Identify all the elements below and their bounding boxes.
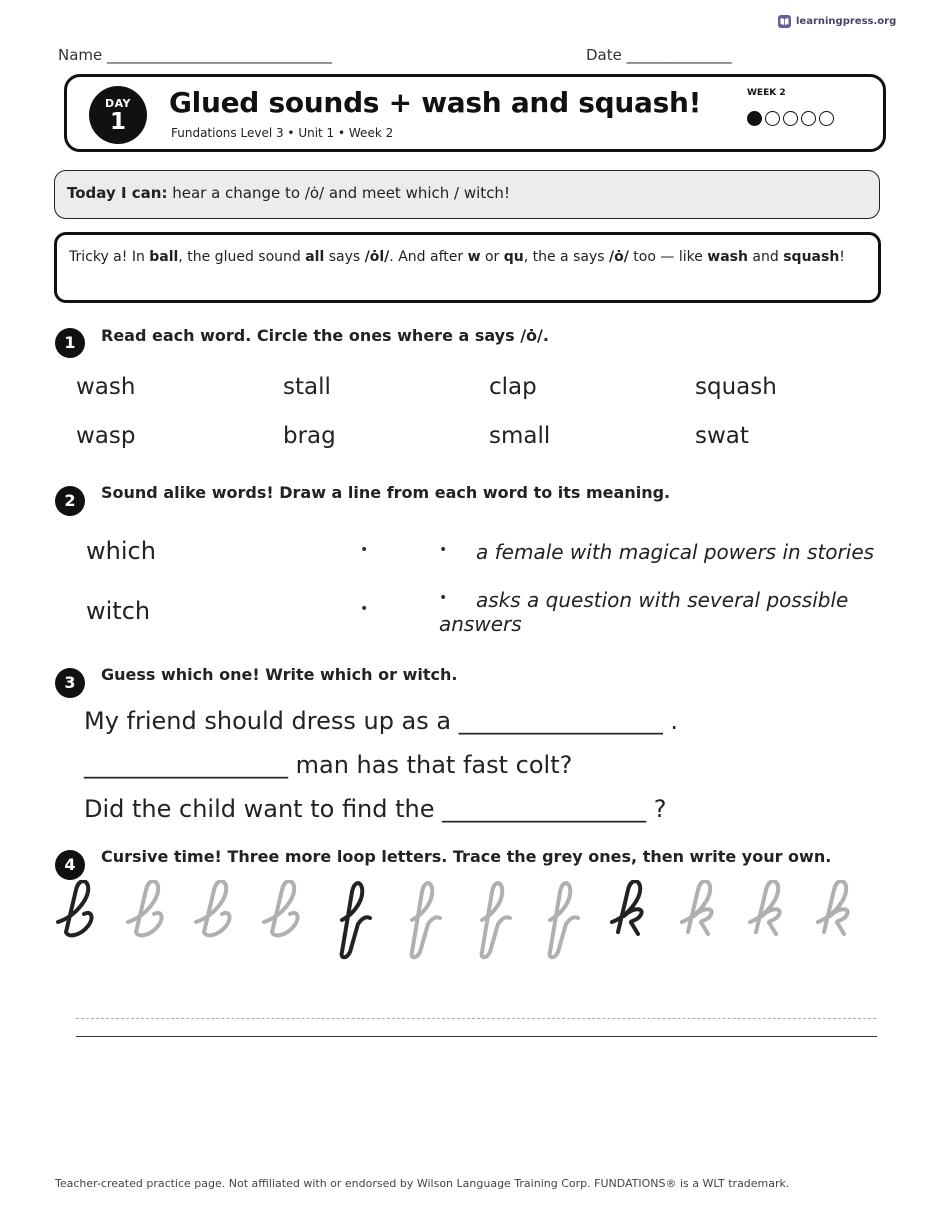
- cursive-b-trace[interactable]: [264, 881, 297, 935]
- week-dot-empty: [819, 111, 834, 126]
- book-icon: [778, 15, 791, 28]
- footer-disclaimer: Teacher-created practice page. Not affiliated with or endorsed by Wilson Language Training Corp. FUNDATIONS® is a WLT trademark.: [55, 1177, 790, 1190]
- note-bold: /ȯ/: [609, 249, 629, 265]
- note-text: or: [480, 249, 504, 265]
- week-dot-empty: [783, 111, 798, 126]
- week-label: WEEK 2: [747, 88, 786, 98]
- note-bold: wash: [707, 249, 748, 265]
- cursive-k-trace[interactable]: [750, 881, 780, 934]
- note-bold: ball: [149, 249, 179, 265]
- cursive-k-trace[interactable]: [682, 881, 712, 934]
- note-text: , the a says: [523, 249, 609, 265]
- cursive-f-model: [342, 883, 370, 957]
- note-bold: all: [305, 249, 325, 265]
- week-dot-empty: [801, 111, 816, 126]
- cursive-f-trace[interactable]: [482, 883, 510, 957]
- meaning-witch: a female with magical powers in stories: [476, 540, 875, 564]
- cursive-k-model: [612, 881, 642, 934]
- match-dot-right[interactable]: •: [439, 590, 448, 606]
- note-text: . And after: [389, 249, 468, 265]
- word-stall[interactable]: stall: [283, 374, 331, 400]
- week-dot-filled: [747, 111, 762, 126]
- today-lead: Today I can:: [67, 184, 168, 202]
- date-line[interactable]: Date ______________: [586, 46, 732, 64]
- day-label: DAY: [104, 97, 132, 110]
- section-number-3: 3: [55, 668, 85, 698]
- cursive-f-trace[interactable]: [550, 883, 578, 957]
- word-wash[interactable]: wash: [76, 374, 136, 400]
- cursive-b-trace[interactable]: [128, 881, 161, 935]
- word-brag[interactable]: brag: [283, 423, 336, 449]
- note-text: says: [324, 249, 365, 265]
- word-squash[interactable]: squash: [695, 374, 777, 400]
- sentence-1[interactable]: My friend should dress up as a _________________ .: [84, 707, 678, 735]
- word-wasp[interactable]: wasp: [76, 423, 136, 449]
- match-dot-left[interactable]: •: [360, 601, 369, 617]
- today-text: hear a change to /ȯ/ and meet which / witch!: [167, 184, 510, 202]
- match-word-witch: witch: [86, 597, 151, 625]
- note-text: and: [747, 249, 784, 265]
- sentence-2[interactable]: _________________ man has that fast colt?: [84, 751, 573, 779]
- today-i-can-box: [54, 170, 880, 219]
- page-title: Glued sounds + wash and squash!: [169, 86, 702, 119]
- day-badge: [89, 86, 147, 144]
- note-bold: /ȯl/: [364, 249, 390, 265]
- tricky-a-note: [54, 232, 881, 303]
- note-bold: squash: [783, 249, 840, 265]
- match-dot-right[interactable]: •: [439, 542, 448, 558]
- page-subtitle: Fundations Level 3 • Unit 1 • Week 2: [171, 126, 394, 140]
- section-instruction-1: Read each word. Circle the ones where a says /ȯ/.: [101, 326, 549, 345]
- note-text: too — like: [628, 249, 708, 265]
- day-number: 1: [109, 109, 126, 135]
- name-line[interactable]: Name ______________________________: [58, 46, 333, 64]
- match-word-which: which: [86, 537, 156, 565]
- section-instruction-3: Guess which one! Write which or witch.: [101, 665, 458, 684]
- section-instruction-2: Sound alike words! Draw a line from each word to its meaning.: [101, 483, 671, 502]
- brand-name: learningpress.org: [796, 15, 897, 27]
- writing-line-midline[interactable]: [76, 1018, 876, 1019]
- sentence-3[interactable]: Did the child want to find the _________________ ?: [84, 795, 667, 823]
- note-bold: qu: [503, 249, 524, 265]
- section-number-4: 4: [55, 850, 85, 880]
- note-text: Tricky a! In: [69, 249, 150, 265]
- note-bold: w: [467, 249, 481, 265]
- note-text: , the glued sound: [178, 249, 306, 265]
- writing-line-baseline[interactable]: [76, 1036, 877, 1037]
- cursive-b-model: [58, 881, 91, 935]
- meaning-which: asks a question with several possible answers: [439, 588, 849, 636]
- word-small[interactable]: small: [489, 423, 551, 449]
- week-progress-dots: [747, 111, 834, 126]
- word-clap[interactable]: clap: [489, 374, 537, 400]
- word-swat[interactable]: swat: [695, 423, 749, 449]
- cursive-f-trace[interactable]: [412, 883, 440, 957]
- week-dot-empty: [765, 111, 780, 126]
- note-text: !: [839, 249, 845, 265]
- section-number-2: 2: [55, 486, 85, 516]
- cursive-letter-row: [52, 880, 862, 965]
- section-number-1: 1: [55, 328, 85, 358]
- match-dot-left[interactable]: •: [360, 542, 369, 558]
- section-instruction-4: Cursive time! Three more loop letters. Trace the grey ones, then write your own.: [101, 847, 832, 866]
- cursive-b-trace[interactable]: [196, 881, 229, 935]
- cursive-k-trace[interactable]: [818, 881, 848, 934]
- brand-link[interactable]: [778, 13, 896, 29]
